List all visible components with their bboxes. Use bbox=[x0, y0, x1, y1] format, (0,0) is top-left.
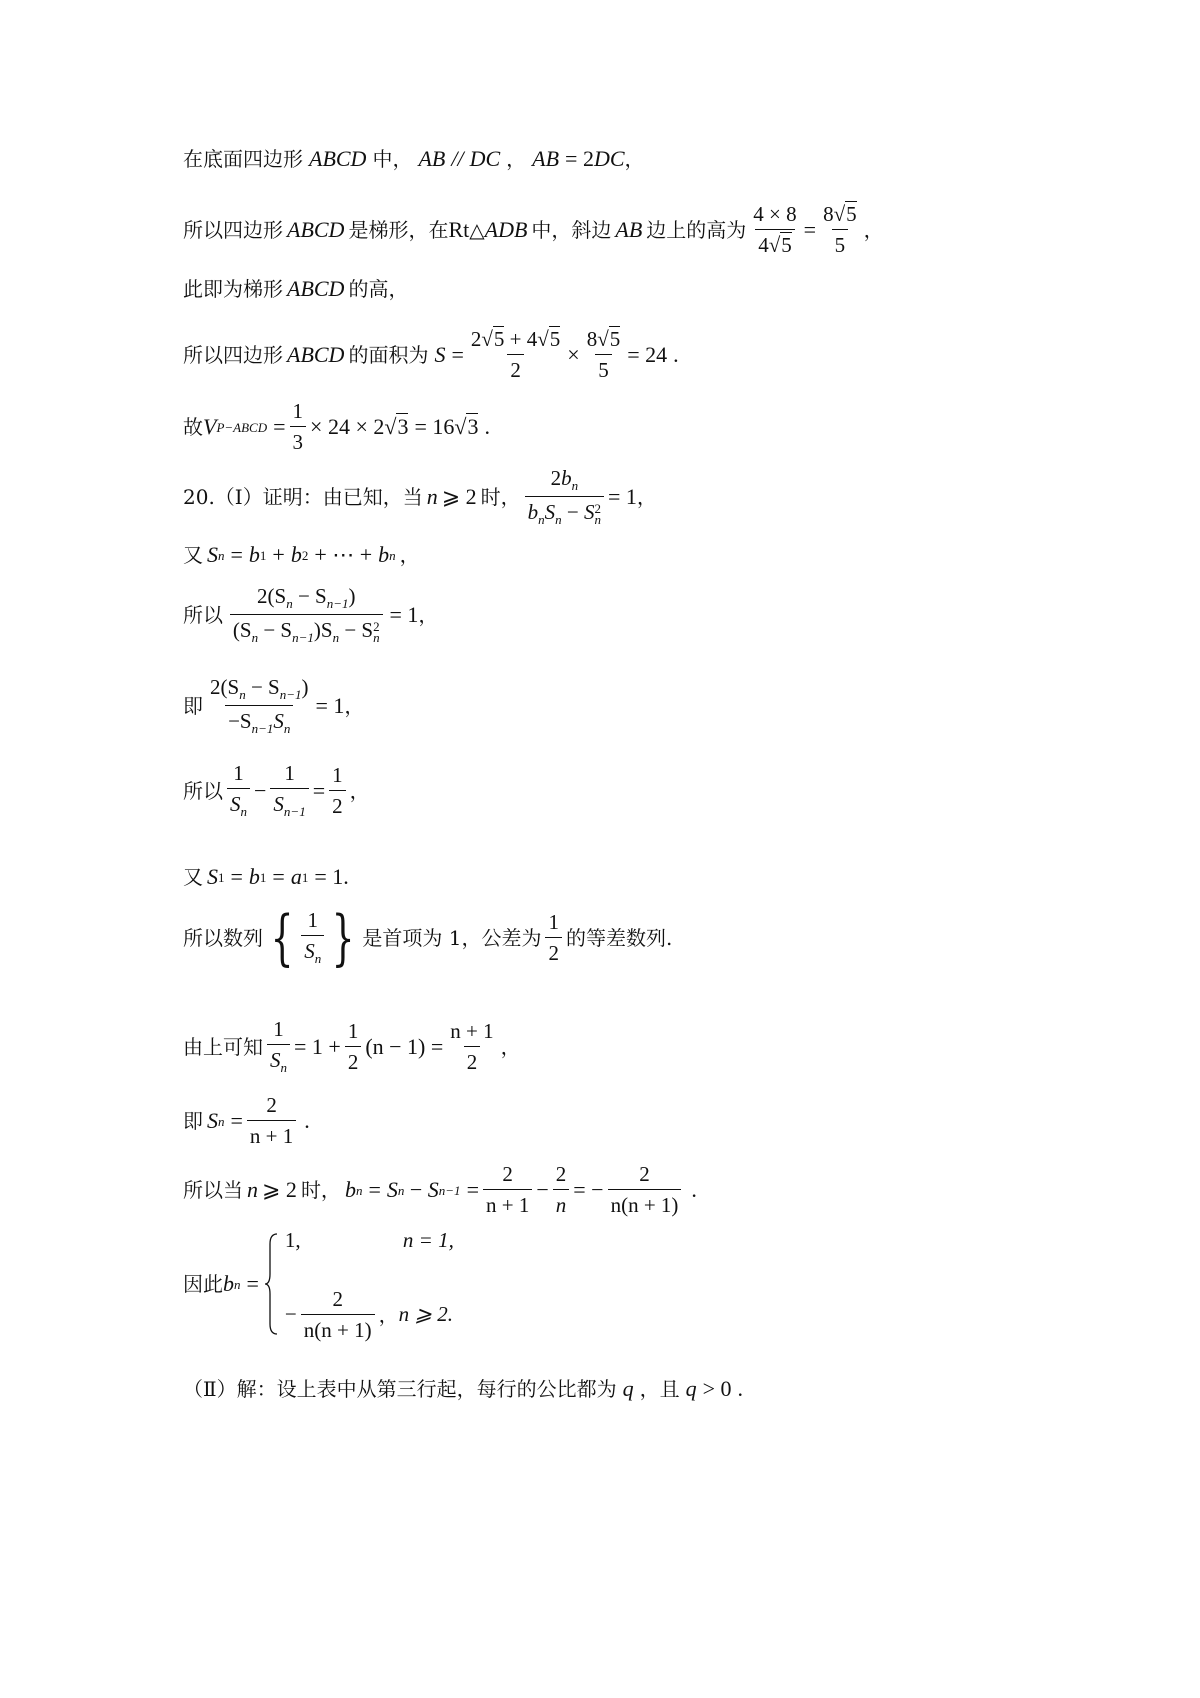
result: = 1 bbox=[608, 484, 637, 510]
fraction bbox=[329, 764, 346, 818]
punct: ， bbox=[418, 603, 439, 628]
fraction bbox=[290, 400, 307, 454]
fraction bbox=[468, 328, 563, 382]
fraction bbox=[608, 1163, 682, 1217]
equals: = bbox=[803, 217, 817, 243]
text: 所以当 bbox=[183, 1178, 243, 1203]
text: 所以数列 bbox=[183, 926, 263, 950]
var: S bbox=[230, 792, 241, 817]
fraction bbox=[301, 1288, 375, 1342]
expr: )S bbox=[313, 618, 333, 643]
numerator bbox=[227, 585, 386, 614]
denominator: n + 1 bbox=[247, 1120, 296, 1148]
fraction bbox=[207, 676, 312, 737]
math-text: Rt bbox=[448, 217, 470, 243]
denominator: 2 bbox=[464, 1046, 481, 1074]
line-7 bbox=[183, 544, 420, 566]
subscript: n bbox=[218, 1113, 225, 1129]
coef: 2 bbox=[550, 466, 562, 490]
subscript: n bbox=[355, 1182, 363, 1198]
denominator: 2 bbox=[345, 1046, 362, 1074]
expr: − S bbox=[339, 618, 374, 643]
subscript: n bbox=[280, 1060, 287, 1076]
line-12 bbox=[183, 903, 673, 973]
equals: = bbox=[451, 342, 464, 368]
denominator: n + 1 bbox=[483, 1189, 532, 1217]
expr: − S bbox=[292, 584, 327, 608]
math-var: b bbox=[223, 1271, 234, 1296]
subscript: 2 bbox=[301, 547, 309, 563]
minus: − bbox=[284, 1302, 297, 1327]
text: 即 bbox=[183, 1109, 203, 1134]
numerator: 1 bbox=[347, 1018, 359, 1043]
subscript: n−1 bbox=[251, 721, 274, 737]
text: 在底面四边形 bbox=[183, 147, 303, 171]
numerator: 2 bbox=[555, 1162, 567, 1186]
fraction bbox=[447, 1020, 496, 1074]
expr: ) bbox=[348, 584, 356, 608]
text: （Ⅱ）解：设上表中从第三行起，每行的公比都为 bbox=[183, 1377, 617, 1401]
punct: . bbox=[691, 1177, 697, 1203]
math-var: S bbox=[386, 1177, 398, 1203]
var: b bbox=[561, 466, 572, 490]
text: 的面积为 bbox=[348, 343, 429, 368]
denominator: 2 bbox=[507, 354, 524, 382]
math-expr: ⩾ 2 bbox=[441, 484, 477, 510]
numerator: 2√5 + 4√5 bbox=[470, 327, 561, 351]
math-var: AB bbox=[532, 146, 560, 171]
fraction bbox=[227, 585, 386, 646]
minus: − bbox=[254, 777, 267, 803]
denominator bbox=[270, 788, 308, 819]
fraction bbox=[553, 1163, 570, 1217]
equals: = bbox=[230, 1108, 243, 1134]
case-condition: n = 1, bbox=[402, 1228, 454, 1252]
result: = 1 bbox=[314, 864, 344, 889]
minus: − bbox=[404, 1177, 428, 1203]
result: = 1 bbox=[389, 602, 419, 628]
text: 即 bbox=[183, 694, 203, 719]
line-6 bbox=[183, 467, 657, 528]
math-var: ABCD bbox=[287, 276, 345, 301]
subscript: n bbox=[239, 687, 246, 702]
subscript: n bbox=[218, 547, 225, 563]
subscript: n bbox=[389, 547, 396, 563]
expr: S bbox=[273, 709, 284, 734]
subscript: n bbox=[332, 630, 340, 646]
numerator bbox=[548, 467, 582, 496]
line-3 bbox=[183, 278, 408, 300]
subscript: n bbox=[240, 804, 247, 820]
subscript: n bbox=[571, 478, 579, 493]
numerator: 1 bbox=[548, 909, 559, 934]
math-var: AB bbox=[615, 217, 643, 243]
punct: ， bbox=[349, 778, 370, 803]
equals: = bbox=[273, 414, 286, 440]
line-5 bbox=[183, 400, 490, 454]
text: ， bbox=[624, 147, 645, 171]
denominator: 2 bbox=[329, 790, 346, 818]
numerator: 1 bbox=[284, 761, 295, 785]
numerator: 2 bbox=[332, 1286, 343, 1311]
text: 又 bbox=[183, 543, 203, 567]
line-1 bbox=[183, 148, 645, 170]
subscript: n−1 bbox=[292, 630, 314, 646]
radicand: 5 bbox=[846, 202, 857, 226]
math-var: S bbox=[207, 1108, 218, 1134]
numerator: 1 bbox=[332, 762, 343, 787]
equals: = bbox=[272, 864, 285, 889]
punct: ， bbox=[636, 485, 657, 510]
fraction bbox=[270, 762, 308, 819]
fraction bbox=[227, 762, 250, 819]
fraction bbox=[483, 1163, 532, 1217]
line-13 bbox=[183, 1018, 521, 1075]
fraction bbox=[345, 1020, 362, 1074]
text: 故 bbox=[183, 415, 203, 440]
text: ， bbox=[506, 147, 527, 171]
equals: = bbox=[246, 1271, 259, 1296]
minus: − bbox=[561, 500, 584, 525]
subscript: n−1 bbox=[438, 1182, 461, 1198]
line-2 bbox=[183, 203, 884, 257]
den-coef: 4 bbox=[758, 233, 769, 258]
supsub bbox=[373, 618, 380, 646]
denominator: 3 bbox=[290, 426, 307, 454]
var: S bbox=[584, 500, 595, 525]
math-var: b bbox=[248, 864, 260, 889]
math-var: b bbox=[344, 1177, 356, 1203]
expr: (S bbox=[232, 618, 252, 643]
math-var: V bbox=[203, 414, 217, 440]
radicand: 3 bbox=[397, 414, 409, 440]
math-expr: × 24 × 2 bbox=[310, 414, 385, 440]
denominator: n bbox=[553, 1189, 570, 1217]
text: 此即为梯形 bbox=[183, 277, 283, 301]
math-var: ABCD bbox=[309, 146, 367, 171]
denominator bbox=[267, 1044, 290, 1075]
math-var: q bbox=[685, 1376, 697, 1401]
fraction bbox=[545, 911, 562, 965]
left-brace: { bbox=[270, 903, 294, 973]
triangle-symbol: △ bbox=[469, 218, 485, 243]
fraction bbox=[820, 203, 860, 257]
expr: − S bbox=[245, 675, 280, 699]
text: 是梯形，在 bbox=[348, 218, 449, 243]
math-expr: > 0 bbox=[702, 1376, 732, 1401]
line-9 bbox=[183, 676, 364, 737]
equals: = bbox=[230, 864, 243, 889]
num-coef: 8 bbox=[823, 202, 834, 226]
left-brace bbox=[263, 1232, 281, 1336]
math-var: n bbox=[247, 1177, 258, 1203]
numerator: n + 1 bbox=[450, 1018, 494, 1043]
math-var: b bbox=[290, 542, 302, 567]
fraction bbox=[301, 909, 324, 966]
plus: + bbox=[272, 542, 285, 567]
numerator: 1 bbox=[233, 761, 244, 785]
subscript: n bbox=[286, 596, 293, 611]
numerator: 8√5 bbox=[586, 327, 621, 351]
subscript: n−1 bbox=[279, 687, 302, 702]
punct: ， bbox=[399, 543, 420, 567]
math-var: S bbox=[427, 1177, 439, 1203]
expr: ) bbox=[301, 675, 309, 699]
math-expr: = 1 + bbox=[294, 1033, 341, 1059]
math-var: AB bbox=[418, 146, 446, 171]
text: 的高， bbox=[348, 277, 409, 301]
math-expr: = − bbox=[573, 1177, 604, 1203]
equals: = bbox=[466, 1177, 479, 1203]
radicand: 5 bbox=[609, 327, 621, 351]
math-var: ADB bbox=[484, 217, 528, 243]
fraction bbox=[525, 467, 604, 528]
line-10 bbox=[183, 762, 370, 819]
math-expr: = 16 bbox=[414, 414, 455, 440]
subscript: P−ABCD bbox=[216, 419, 268, 435]
math-var: b bbox=[248, 542, 260, 567]
radicand: 3 bbox=[467, 414, 479, 440]
punct: ， bbox=[500, 1034, 521, 1059]
subscript: 1 bbox=[301, 869, 309, 885]
subscript: n−1 bbox=[326, 596, 349, 611]
math-var: ABCD bbox=[287, 217, 345, 243]
fraction bbox=[267, 1018, 290, 1075]
text: 时， bbox=[480, 485, 521, 510]
denominator: n(n + 1) bbox=[301, 1314, 375, 1342]
numerator: 1 bbox=[307, 908, 318, 933]
text: 因此 bbox=[183, 1272, 223, 1296]
var: S bbox=[273, 792, 284, 817]
text: 所以 bbox=[183, 778, 223, 803]
punct: ， bbox=[378, 1302, 399, 1327]
sqrt: √3 bbox=[454, 414, 479, 440]
subscript: n bbox=[538, 512, 545, 528]
math-var: b bbox=[378, 542, 390, 567]
denominator bbox=[227, 788, 250, 819]
punct: ， bbox=[344, 694, 365, 719]
var: S bbox=[304, 939, 315, 964]
line-14 bbox=[183, 1094, 310, 1148]
text: 又 bbox=[183, 865, 203, 889]
sqrt: √3 bbox=[384, 414, 409, 440]
math-expr: ⩾ 2 bbox=[262, 1177, 297, 1203]
fraction bbox=[584, 328, 624, 382]
piecewise-cases bbox=[284, 1228, 454, 1342]
case-condition: n ⩾ 2. bbox=[398, 1302, 453, 1327]
line-16 bbox=[183, 1228, 454, 1342]
case-value: 1, bbox=[284, 1228, 301, 1252]
denominator: 5 bbox=[595, 354, 612, 382]
text: 所以 bbox=[183, 603, 223, 628]
math-var: q bbox=[622, 1376, 634, 1401]
result: = 24 bbox=[627, 342, 668, 368]
denominator bbox=[230, 614, 383, 645]
superscript: 2 bbox=[373, 618, 380, 634]
punct: . bbox=[673, 342, 679, 368]
math-var: a bbox=[290, 864, 302, 889]
punct: . bbox=[484, 414, 490, 440]
result: = 1 bbox=[315, 693, 345, 719]
line-4 bbox=[183, 328, 679, 382]
math-var: n bbox=[426, 484, 438, 510]
text: 20.（Ⅰ）证明：由已知，当 bbox=[183, 485, 423, 510]
text: 中，斜边 bbox=[531, 218, 612, 243]
subscript: n bbox=[594, 512, 601, 528]
math-op: = 2 bbox=[565, 146, 594, 171]
text: 所以四边形 bbox=[183, 218, 283, 243]
superscript: 2 bbox=[594, 500, 601, 516]
subscript: n bbox=[555, 512, 562, 528]
subscript: n−1 bbox=[283, 804, 306, 820]
subscript: n bbox=[234, 1276, 241, 1292]
expr: 2(S bbox=[257, 584, 287, 608]
right-brace: } bbox=[331, 903, 355, 973]
expr: − S bbox=[258, 618, 293, 643]
expr: −S bbox=[228, 709, 252, 734]
equals: = bbox=[368, 1177, 381, 1203]
equals: = bbox=[230, 542, 243, 567]
denominator: 5 bbox=[832, 229, 849, 257]
text: 是首项为 1，公差为 bbox=[362, 926, 542, 950]
numerator: 4 × 8 bbox=[753, 202, 797, 226]
math-expr: + ⋯ + bbox=[314, 542, 373, 567]
math-var: S bbox=[207, 864, 218, 889]
coef: 2 bbox=[470, 327, 482, 351]
line-8 bbox=[183, 585, 438, 646]
numerator: 8√5 bbox=[823, 202, 857, 226]
text: 所以四边形 bbox=[183, 343, 283, 368]
math-var: ABCD bbox=[287, 342, 345, 368]
subscript: n bbox=[251, 630, 259, 646]
punct: . bbox=[737, 1376, 744, 1401]
radicand: 5 bbox=[493, 327, 505, 351]
denominator bbox=[525, 496, 604, 527]
subscript: n bbox=[314, 951, 322, 967]
numerator: 1 bbox=[292, 399, 304, 423]
radicand: 5 bbox=[781, 233, 792, 258]
subscript: 1 bbox=[259, 547, 267, 563]
denominator bbox=[225, 705, 293, 736]
text: 的等差数列. bbox=[565, 926, 673, 950]
subscript: n bbox=[283, 721, 291, 737]
denominator: 2 bbox=[545, 937, 562, 965]
var: S bbox=[544, 500, 556, 525]
math-var: DC bbox=[593, 146, 625, 171]
times: × bbox=[567, 342, 580, 368]
line-17 bbox=[183, 1378, 743, 1400]
minus: − bbox=[536, 1177, 549, 1203]
numerator bbox=[207, 676, 312, 705]
subscript: n bbox=[397, 1182, 405, 1198]
denominator bbox=[301, 935, 324, 966]
expr: 2(S bbox=[210, 675, 240, 699]
coef: 8 bbox=[586, 327, 598, 351]
radicand: 5 bbox=[549, 327, 561, 351]
supsub bbox=[594, 500, 602, 528]
case-row-1 bbox=[285, 1230, 454, 1251]
equals: = bbox=[312, 777, 326, 803]
math-var: S bbox=[207, 542, 218, 567]
subscript: 1 bbox=[259, 869, 267, 885]
punct: . bbox=[304, 1108, 310, 1134]
fraction bbox=[247, 1094, 296, 1148]
numerator: 1 bbox=[273, 1017, 284, 1041]
subscript: n bbox=[373, 630, 380, 646]
text: 时， bbox=[300, 1178, 341, 1203]
case-row-2 bbox=[285, 1288, 454, 1342]
denominator: 4√5 bbox=[755, 229, 795, 257]
var: b bbox=[527, 500, 539, 525]
fraction bbox=[750, 203, 799, 257]
parallel-symbol: // bbox=[451, 146, 464, 171]
punct: ， bbox=[863, 218, 884, 243]
denominator: n(n + 1) bbox=[608, 1189, 682, 1217]
math-var: DC bbox=[469, 146, 501, 171]
text: 中， bbox=[372, 147, 413, 171]
math-expr: (n − 1) = bbox=[365, 1033, 444, 1059]
text: 边上的高为 bbox=[646, 218, 747, 243]
numerator: 2 bbox=[639, 1162, 650, 1186]
numerator: 2 bbox=[502, 1162, 513, 1186]
coef: + 4 bbox=[504, 327, 538, 351]
punct: . bbox=[343, 864, 349, 889]
line-15 bbox=[183, 1163, 697, 1217]
text: ，且 bbox=[639, 1377, 680, 1401]
numerator: 2 bbox=[266, 1093, 277, 1117]
var: S bbox=[270, 1048, 281, 1073]
math-var: S bbox=[434, 342, 446, 368]
subscript: 1 bbox=[218, 869, 225, 885]
text: 由上可知 bbox=[183, 1034, 263, 1059]
line-11 bbox=[183, 866, 349, 888]
